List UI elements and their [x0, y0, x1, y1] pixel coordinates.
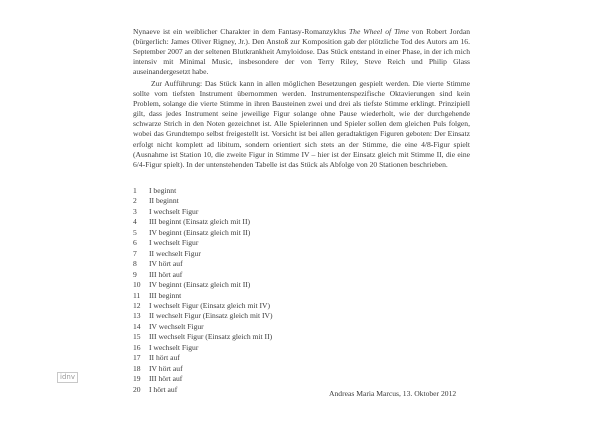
station-text: III hört auf: [149, 374, 183, 384]
station-text: IV hört auf: [149, 259, 183, 269]
station-row: [133, 332, 433, 342]
station-text: I beginnt: [149, 186, 177, 195]
intro-text-before: Nynaeve ist ein weiblicher Charakter in dem Fantasy-Romanzyklus: [133, 27, 349, 36]
intro-text-after: von Robert Jordan (bürgerlich: James Oliver Rigney, Jr.). Den Anstoß zur Komposition gab der plötzliche Tod des Autors am 16. September 2007 an der seltenen Blutkrankheit Amyloidose. Das Stück entstand in einer Phase, in der ich mich intensiv mit Minimal Music, insbesondere der von Terry Riley, Steve Reich und Philip Glass auseinandergesetzt habe.: [133, 27, 471, 77]
station-number: 16: [133, 342, 141, 352]
station-row: [133, 280, 433, 290]
station-row: [133, 301, 433, 311]
station-text: IV beginnt (Einsatz gleich mit II): [149, 227, 251, 237]
station-row: [133, 238, 433, 248]
station-text: I wechselt Figur (Einsatz gleich mit IV): [149, 300, 271, 310]
station-number: 8: [133, 259, 137, 269]
station-row: [133, 207, 433, 217]
station-number: 15: [133, 332, 141, 342]
book-title: The Wheel of Time: [348, 27, 409, 36]
station-number: 1: [133, 186, 137, 195]
station-text: I wechselt Figur: [149, 206, 199, 216]
station-number: 14: [133, 321, 141, 331]
station-row: [133, 291, 433, 301]
station-text: III wechselt Figur (Einsatz gleich mit II): [149, 332, 273, 342]
station-number: 4: [133, 217, 137, 227]
station-number: 11: [133, 290, 141, 300]
station-row: [133, 196, 433, 206]
station-row: [133, 322, 433, 332]
station-row: [133, 217, 433, 227]
station-text: I wechselt Figur: [149, 238, 199, 248]
signature: Andreas Maria Marcus, 13. Oktober 2012: [329, 389, 457, 398]
station-row: [133, 259, 433, 269]
station-number: 9: [133, 269, 137, 279]
station-text: III beginnt: [149, 290, 182, 300]
station-text: III beginnt (Einsatz gleich mit II): [149, 217, 251, 227]
station-row: [133, 186, 433, 196]
intro-paragraph: [133, 27, 470, 77]
station-number: 19: [133, 374, 141, 384]
station-number: 12: [133, 300, 141, 310]
station-number: 6: [133, 238, 137, 248]
station-text: I wechselt Figur: [149, 342, 199, 352]
station-number: 18: [133, 363, 141, 373]
station-number: 17: [133, 353, 141, 363]
station-row: [133, 343, 433, 353]
station-row: [133, 311, 433, 321]
station-row: [133, 364, 433, 374]
station-number: 2: [133, 196, 137, 206]
station-row: [133, 270, 433, 280]
station-row: [133, 374, 433, 384]
station-list: [133, 186, 433, 395]
station-text: II wechselt Figur: [149, 248, 201, 258]
station-row: [133, 228, 433, 238]
station-number: 10: [133, 280, 141, 290]
station-text: II wechselt Figur (Einsatz gleich mit IV): [149, 311, 273, 321]
station-row: [133, 249, 433, 259]
station-number: 7: [133, 248, 137, 258]
station-text: II beginnt: [149, 196, 179, 206]
watermark-stamp: idnv: [57, 372, 78, 383]
station-text: III hört auf: [149, 269, 183, 279]
station-text: IV hört auf: [149, 363, 183, 373]
station-text: II hört auf: [149, 353, 180, 363]
station-number: 5: [133, 227, 137, 237]
station-number: 20: [133, 384, 141, 394]
station-text: IV beginnt (Einsatz gleich mit II): [149, 280, 251, 290]
station-text: IV wechselt Figur: [149, 321, 204, 331]
station-text: I hört auf: [149, 384, 178, 394]
performance-paragraph: Zur Aufführung: Das Stück kann in allen möglichen Besetzungen gespielt werden. Die vierte Stimme sollte vom tiefsten Instrument übernommen werden. Instrumentenspezifische Oktavierungen sind kein Problem, solange die vierte Stimme in ihren Bausteinen zwei und drei als tiefste Stimme erklingt. Prinzipiell gilt, dass jedes Instrument seine jeweilige Figur solange ohne Pause wiederholt, wie der durchgehende schwarze Strich in den Noten gezeichnet ist. Alle Spielerinnen und Spieler sollen dem gleichen Puls folgen, wobei das Grundtempo selbst freigestellt ist. Vorsicht ist bei allen geradtaktigen Figuren geboten: Der Einsatz erfolgt nicht komplett ad libitum, sondern orientiert sich stets an der Stimme, die eine 4/8-Figur spielt (Ausnahme ist Station 10, die zweite Figur in Stimme IV – hier ist der Einsatz gleich mit Stimme II, die eine 6/4-Figur spielt). In der untenstehenden Tabelle ist das Stück als Abfolge von 20 Stationen beschrieben.: [133, 79, 470, 169]
station-row: [133, 353, 433, 363]
station-number: 13: [133, 311, 141, 321]
station-number: 3: [133, 206, 137, 216]
